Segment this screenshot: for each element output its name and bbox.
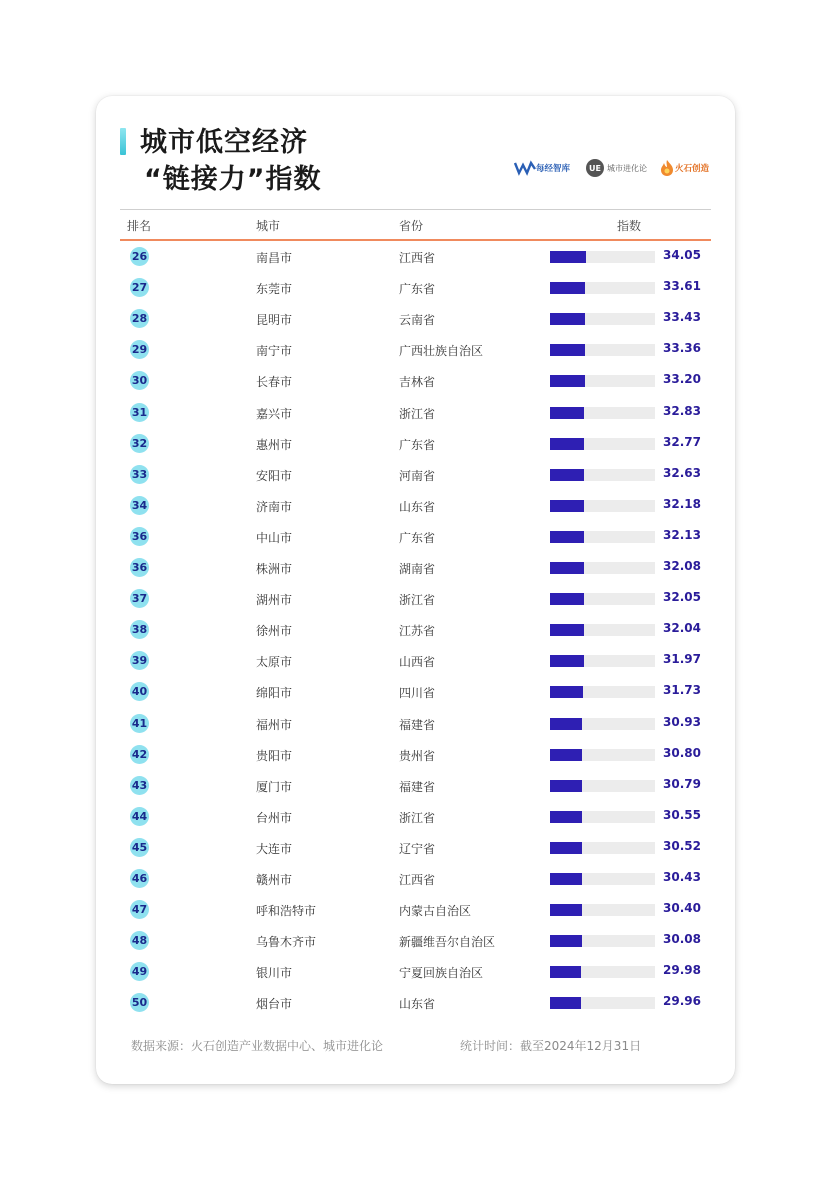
index-value: 32.63 xyxy=(663,465,701,480)
index-bar-track xyxy=(550,593,655,605)
index-bar xyxy=(550,500,584,512)
index-value: 31.97 xyxy=(663,652,701,667)
rank-badge: 39 xyxy=(130,651,149,670)
index-bar-track xyxy=(550,313,655,325)
index-value: 30.55 xyxy=(663,807,701,822)
column-header-index: 指数 xyxy=(617,219,642,233)
index-value: 32.83 xyxy=(663,403,701,418)
province-name: 宁夏回族自治区 xyxy=(399,966,484,981)
rank-badge: 31 xyxy=(130,403,149,422)
rank-badge: 36 xyxy=(130,558,149,577)
city-name: 大连市 xyxy=(256,841,293,856)
province-name: 福建省 xyxy=(399,717,436,732)
rank-badge: 41 xyxy=(130,714,149,733)
table-row xyxy=(120,490,711,521)
city-name: 绵阳市 xyxy=(256,686,293,701)
province-name: 湖南省 xyxy=(399,562,436,576)
column-header-rank: 排名 xyxy=(127,219,152,233)
table-row xyxy=(120,739,711,770)
index-bar-track xyxy=(550,686,655,698)
index-bar xyxy=(550,407,584,419)
city-name: 嘉兴市 xyxy=(256,406,293,421)
city-name: 呼和浩特市 xyxy=(256,904,317,919)
index-bar xyxy=(550,749,582,761)
page-title xyxy=(140,124,322,198)
index-bar xyxy=(550,842,582,854)
index-value: 30.93 xyxy=(663,714,701,729)
table-row xyxy=(120,241,711,272)
table-row xyxy=(120,583,711,614)
city-name: 徐州市 xyxy=(256,624,293,639)
table-row xyxy=(120,987,711,1018)
city-name: 乌鲁木齐市 xyxy=(256,935,317,950)
rank-badge: 38 xyxy=(130,620,149,639)
rank-badge: 49 xyxy=(130,962,149,981)
table-row xyxy=(120,521,711,552)
province-name: 吉林省 xyxy=(399,375,436,390)
index-bar-track xyxy=(550,655,655,667)
province-name: 广东省 xyxy=(399,437,436,452)
city-name: 南宁市 xyxy=(256,344,293,359)
province-name: 广西壮族自治区 xyxy=(399,344,484,359)
province-name: 江西省 xyxy=(399,873,436,887)
province-name: 江苏省 xyxy=(399,624,436,639)
index-value: 34.05 xyxy=(663,248,701,262)
index-bar xyxy=(550,873,582,885)
table-row xyxy=(120,303,711,334)
rank-badge: 47 xyxy=(130,900,149,919)
index-bar xyxy=(550,718,582,730)
index-bar-track xyxy=(550,718,655,730)
index-bar xyxy=(550,593,584,605)
province-name: 山东省 xyxy=(399,997,436,1012)
index-bar xyxy=(550,655,584,667)
logo-huoshi-chuangzao xyxy=(659,155,709,181)
city-name: 湖州市 xyxy=(256,593,293,608)
table-row xyxy=(120,770,711,801)
table-row xyxy=(120,365,711,396)
index-bar-track xyxy=(550,842,655,854)
table-row xyxy=(120,708,711,739)
city-name: 赣州市 xyxy=(256,873,293,887)
index-value: 29.96 xyxy=(663,994,701,1009)
index-value: 30.08 xyxy=(663,932,701,947)
logo-1-text: 每经智库 xyxy=(536,164,571,174)
city-name: 惠州市 xyxy=(256,437,293,452)
index-value: 30.79 xyxy=(663,776,701,791)
index-bar-track xyxy=(550,438,655,450)
index-bar xyxy=(550,251,586,263)
index-bar xyxy=(550,282,585,294)
rank-badge: 28 xyxy=(130,309,149,328)
index-bar-track xyxy=(550,997,655,1009)
index-value: 32.77 xyxy=(663,434,701,449)
rank-badge: 40 xyxy=(130,682,149,701)
city-name: 银川市 xyxy=(256,966,293,981)
table-row xyxy=(120,397,711,428)
index-bar xyxy=(550,966,581,978)
table-row xyxy=(120,925,711,956)
index-bar-track xyxy=(550,966,655,978)
flame-logo-icon xyxy=(659,159,675,177)
city-name: 贵阳市 xyxy=(256,748,293,763)
rank-badge: 30 xyxy=(130,371,149,390)
index-bar-track xyxy=(550,811,655,823)
table-row xyxy=(120,863,711,894)
table-row xyxy=(120,676,711,707)
index-bar-track xyxy=(550,562,655,574)
province-name: 浙江省 xyxy=(399,810,436,825)
city-name: 中山市 xyxy=(256,530,293,545)
city-name: 太原市 xyxy=(256,655,293,670)
index-bar xyxy=(550,780,582,792)
title-accent-bar xyxy=(120,128,126,155)
table-row xyxy=(120,272,711,303)
rank-badge: 36 xyxy=(130,527,149,546)
rank-badge: 45 xyxy=(130,838,149,857)
index-bar xyxy=(550,997,581,1009)
title-line-2: “链接力”指数 xyxy=(144,164,322,195)
index-value: 32.13 xyxy=(663,527,701,542)
table-row xyxy=(120,645,711,676)
province-name: 河南省 xyxy=(399,468,436,483)
province-name: 辽宁省 xyxy=(399,841,436,856)
stat-date: 统计时间：截至2024年12月31日 xyxy=(460,1039,642,1053)
index-value: 30.40 xyxy=(663,901,701,916)
rank-badge: 42 xyxy=(130,745,149,764)
table-row xyxy=(120,894,711,925)
index-bar-track xyxy=(550,500,655,512)
index-value: 33.20 xyxy=(663,372,701,387)
rank-badge: 26 xyxy=(130,247,149,266)
index-value: 29.98 xyxy=(663,963,701,978)
column-header-province: 省份 xyxy=(399,219,424,233)
city-name: 东莞市 xyxy=(256,282,293,297)
index-bar xyxy=(550,531,584,543)
province-name: 内蒙古自治区 xyxy=(399,904,472,919)
index-bar xyxy=(550,935,582,947)
index-bar xyxy=(550,375,585,387)
province-name: 广东省 xyxy=(399,530,436,545)
table-row xyxy=(120,459,711,490)
province-name: 贵州省 xyxy=(399,748,436,763)
table-row xyxy=(120,956,711,987)
header-top-divider xyxy=(120,209,711,210)
city-name: 安阳市 xyxy=(256,468,293,483)
column-header-city: 城市 xyxy=(256,219,281,233)
rank-badge: 33 xyxy=(130,465,149,484)
index-bar-track xyxy=(550,624,655,636)
index-value: 32.04 xyxy=(663,621,701,636)
rank-badge: 29 xyxy=(130,340,149,359)
province-name: 浙江省 xyxy=(399,406,436,421)
partner-logos xyxy=(514,155,714,181)
city-name: 厦门市 xyxy=(256,779,293,794)
index-bar-track xyxy=(550,251,655,263)
city-name: 长春市 xyxy=(256,375,293,390)
title-line-1: 城市低空经济 xyxy=(140,127,308,158)
rank-badge: 34 xyxy=(130,496,149,515)
index-bar-track xyxy=(550,407,655,419)
index-value: 31.73 xyxy=(663,683,701,698)
rank-badge: 27 xyxy=(130,278,149,297)
city-name: 株洲市 xyxy=(256,562,293,576)
rank-badge: 44 xyxy=(130,807,149,826)
index-bar xyxy=(550,904,582,916)
table-row xyxy=(120,428,711,459)
city-name: 南昌市 xyxy=(256,251,293,265)
logo-3-text: 火石创造 xyxy=(675,164,710,174)
table-row xyxy=(120,832,711,863)
index-value: 33.36 xyxy=(663,341,701,356)
province-name: 新疆维吾尔自治区 xyxy=(399,935,496,950)
index-value: 30.43 xyxy=(663,870,701,884)
index-bar-track xyxy=(550,469,655,481)
wave-logo-icon xyxy=(514,160,536,176)
province-name: 山西省 xyxy=(399,655,436,670)
index-bar xyxy=(550,562,584,574)
index-bar xyxy=(550,624,584,636)
logo-chengshi-jinhualun xyxy=(586,155,647,181)
index-value: 30.52 xyxy=(663,838,701,853)
data-source: 数据来源：火石创造产业数据中心、城市进化论 xyxy=(131,1039,384,1053)
table-row xyxy=(120,614,711,645)
index-bar xyxy=(550,344,585,356)
index-value: 30.80 xyxy=(663,745,701,760)
index-value: 32.08 xyxy=(663,559,701,573)
index-bar-track xyxy=(550,531,655,543)
table-row xyxy=(120,552,711,583)
rank-badge: 48 xyxy=(130,931,149,950)
rank-badge: 43 xyxy=(130,776,149,795)
province-name: 四川省 xyxy=(399,686,436,701)
rank-badge: 46 xyxy=(130,869,149,888)
city-name: 福州市 xyxy=(256,717,293,732)
index-bar-track xyxy=(550,935,655,947)
logo-2-text: 城市进化论 xyxy=(607,163,647,173)
index-bar-track xyxy=(550,904,655,916)
ue-logo-icon: UE xyxy=(586,159,604,177)
index-bar-track xyxy=(550,749,655,761)
province-name: 江西省 xyxy=(399,251,436,265)
index-bar-track xyxy=(550,282,655,294)
city-name: 济南市 xyxy=(256,499,293,514)
index-bar xyxy=(550,438,584,450)
index-bar-track xyxy=(550,375,655,387)
table-row xyxy=(120,334,711,365)
index-value: 33.61 xyxy=(663,279,701,294)
province-name: 福建省 xyxy=(399,779,436,794)
index-bar-track xyxy=(550,344,655,356)
index-bar xyxy=(550,313,585,325)
city-name: 台州市 xyxy=(256,810,293,825)
logo-mei-jing xyxy=(514,155,570,181)
index-value: 32.18 xyxy=(663,496,701,511)
index-value: 33.43 xyxy=(663,310,701,325)
rank-badge: 32 xyxy=(130,434,149,453)
table-row xyxy=(120,801,711,832)
city-name: 昆明市 xyxy=(256,313,293,328)
index-bar-track xyxy=(550,780,655,792)
city-name: 烟台市 xyxy=(256,997,293,1012)
rank-badge: 37 xyxy=(130,589,149,608)
province-name: 山东省 xyxy=(399,499,436,514)
index-bar xyxy=(550,686,583,698)
rank-badge: 50 xyxy=(130,993,149,1012)
index-value: 32.05 xyxy=(663,590,701,605)
province-name: 广东省 xyxy=(399,282,436,297)
index-bar xyxy=(550,469,584,481)
province-name: 浙江省 xyxy=(399,593,436,608)
index-bar xyxy=(550,811,582,823)
index-bar-track xyxy=(550,873,655,885)
province-name: 云南省 xyxy=(399,313,436,328)
